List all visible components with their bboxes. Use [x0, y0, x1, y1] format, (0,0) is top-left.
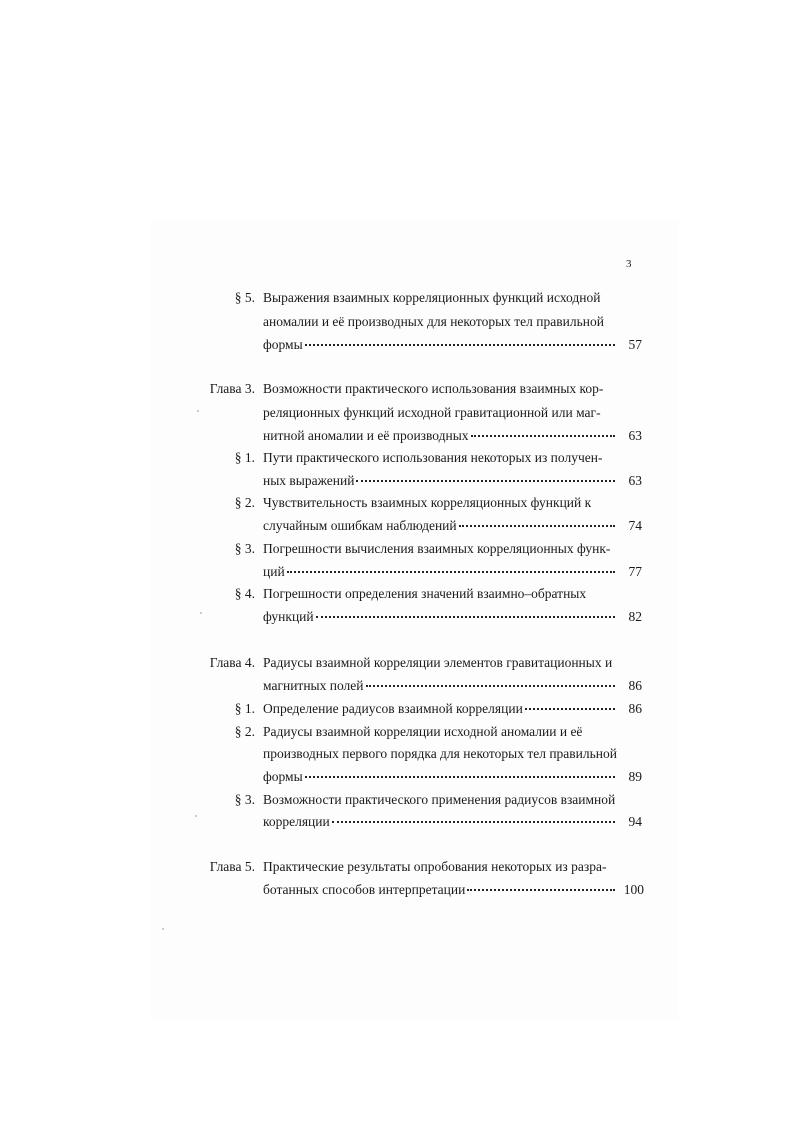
- toc-entry-text-line: магнитных полей: [263, 678, 364, 693]
- toc-entry-label: Глава 3.: [209, 381, 255, 396]
- toc-entry-label: § 3.: [234, 792, 255, 807]
- toc-entry-text-line: ных выражений: [263, 473, 355, 488]
- scan-speck: [195, 815, 197, 817]
- toc-entry-label: Глава 5.: [209, 859, 255, 874]
- toc-entry-text-line: Выражения взаимных корреляционных функций исходной: [263, 290, 601, 305]
- leader-dots: [471, 434, 615, 437]
- toc-entry-last-line: [263, 517, 615, 535]
- toc-entry-page: 94: [628, 814, 642, 829]
- toc-entry-last-line: [263, 472, 615, 490]
- leader-dots: [467, 888, 615, 891]
- toc-entry-text-line: функций: [263, 609, 314, 624]
- leader-dots: [305, 343, 615, 346]
- leader-dots: [356, 479, 615, 482]
- page-number: 3: [626, 258, 632, 270]
- toc-entry-page: 86: [628, 701, 642, 716]
- leader-dots: [366, 684, 616, 687]
- toc-entry-label: § 1.: [234, 701, 255, 716]
- toc-entry-last-line: [263, 677, 615, 695]
- toc-entry-text-line: Радиусы взаимной корреляции элементов гравитационных и: [263, 655, 613, 670]
- toc-entry-page: 89: [628, 769, 642, 784]
- toc-entry-text-line: ций: [263, 564, 285, 579]
- toc-entry-page: 63: [628, 473, 642, 488]
- toc-entry-text-line: Погрешности определения значений взаимно–обратных: [263, 586, 587, 601]
- toc-entry-last-line: [263, 336, 615, 354]
- toc-entry-page: 86: [628, 678, 642, 693]
- toc-entry-text-line: Радиусы взаимной корреляции исходной аномалии и её: [263, 724, 583, 739]
- leader-dots: [287, 570, 615, 573]
- toc-entry-text-line: Возможности практического использования взаимных кор-: [263, 381, 604, 396]
- toc-entry-text-line: корреляции: [263, 814, 330, 829]
- toc-entry-text-line: нитной аномалии и её производных: [263, 428, 469, 443]
- toc-entry-label: § 4.: [234, 586, 255, 601]
- toc-entry-page: 74: [628, 518, 642, 533]
- leader-dots: [332, 820, 615, 823]
- toc-entry-last-line: [263, 881, 615, 899]
- scan-speck: [162, 928, 164, 930]
- toc-entry-label: § 2.: [234, 724, 255, 739]
- toc-entry-label: § 2.: [234, 495, 255, 510]
- toc-entry-text-line: случайным ошибкам наблюдений: [263, 518, 457, 533]
- toc-entry-page: 57: [628, 337, 642, 352]
- toc-entry-text-line: Погрешности вычисления взаимных корреляционных функ-: [263, 541, 611, 556]
- toc-entry-text-line: производных первого порядка для некоторых тел правильной: [263, 746, 617, 761]
- leader-dots: [459, 524, 615, 527]
- toc-entry-page: 77: [628, 564, 642, 579]
- toc-entry-page: 63: [628, 428, 642, 443]
- leader-dots: [305, 775, 615, 778]
- toc-entry-label: § 5.: [234, 290, 255, 305]
- toc-entry-text-line: ботанных способов интерпретации: [263, 882, 466, 897]
- toc-entry-last-line: [263, 563, 615, 581]
- toc-entry-page: 82: [628, 609, 642, 624]
- toc-entry-text-line: реляционных функций исходной гравитационной или маг-: [263, 405, 601, 420]
- toc-entry-last-line: [263, 813, 615, 831]
- toc-entry-label: Глава 4.: [209, 655, 255, 670]
- scan-speck: [200, 612, 202, 614]
- toc-entry-text-line: формы: [263, 337, 303, 352]
- toc-entry-last-line: [263, 608, 615, 626]
- toc-entry-last-line: [263, 700, 615, 718]
- toc-entry-text-line: формы: [263, 769, 303, 784]
- toc-entry-text-line: аномалии и её производных для некоторых тел правильной: [263, 314, 604, 329]
- toc-entry-page: 100: [623, 882, 644, 897]
- leader-dots: [316, 615, 615, 618]
- toc-entry-text-line: Определение радиусов взаимной корреляции: [263, 701, 523, 716]
- toc-entry-label: § 1.: [234, 450, 255, 465]
- toc-entry-text-line: Возможности практического применения радиусов взаимной: [263, 792, 616, 807]
- toc-entry-last-line: [263, 768, 615, 786]
- scan-speck: [197, 410, 199, 412]
- toc-entry-text-line: Чувствительность взаимных корреляционных функций к: [263, 495, 592, 510]
- toc-entry-text-line: Практические результаты опробования некоторых из разра-: [263, 859, 607, 874]
- toc-entry-label: § 3.: [234, 541, 255, 556]
- toc-entry-text-line: Пути практического использования некоторых из получен-: [263, 450, 603, 465]
- toc-entry-last-line: [263, 427, 615, 445]
